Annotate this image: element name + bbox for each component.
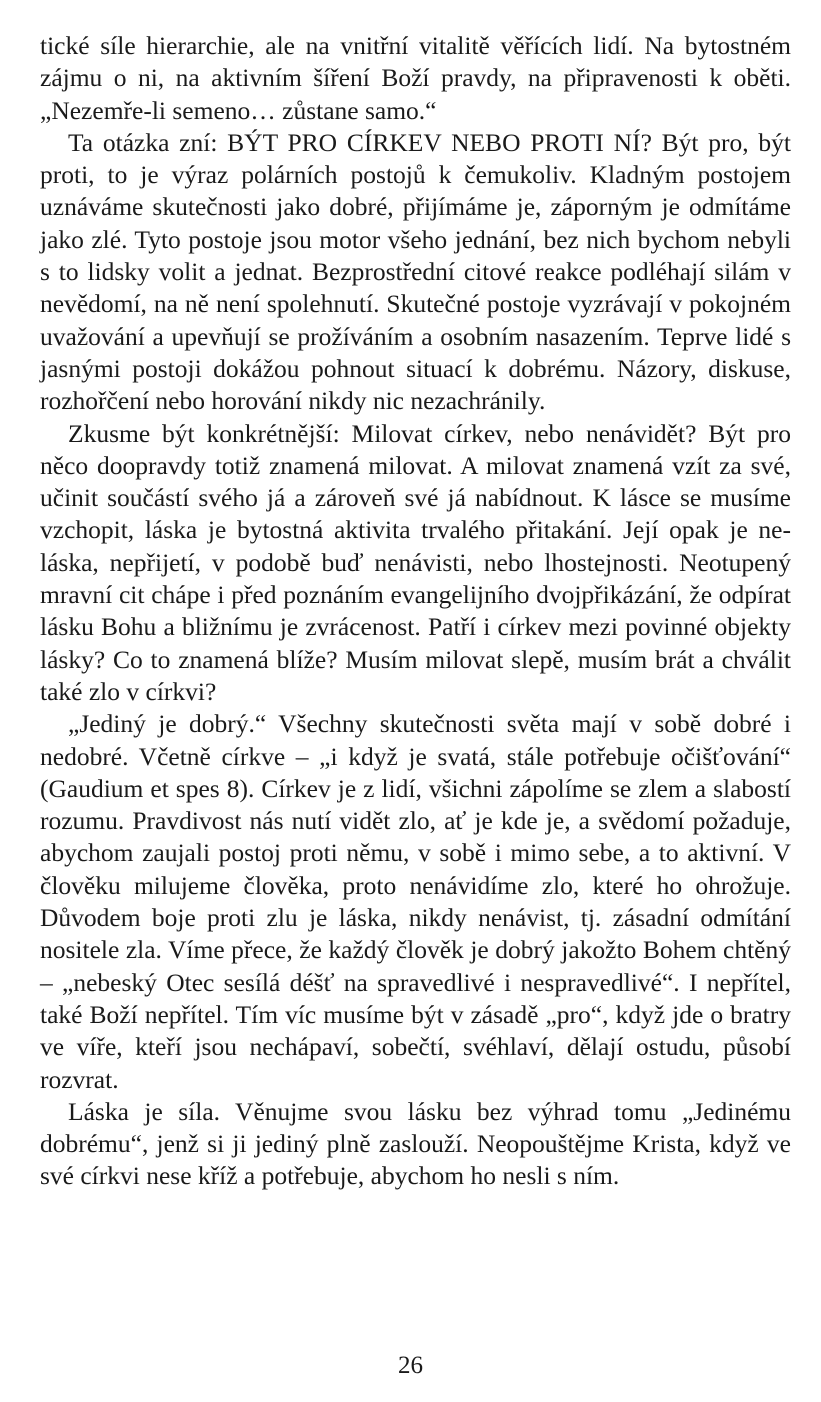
paragraph-5: Láska je síla. Věnujme svou lásku bez výhrad tomu „Jedinému dobrému“, jenž si ji jediný plně zaslouží. Neopouštějme Krista, když ve své církvi nese kříž a potřebuje, abychom ho nesli s ním. bbox=[40, 1096, 791, 1191]
paragraph-4: „Jediný je dobrý.“ Všechny skutečnosti světa mají v sobě dobré i nedobré. Včetně církve – „i když je svatá, stále potřebuje očišťování“ (Gaudium et spes 8). Církev je z lidí, všichni zápolíme se zlem a slabostí rozumu. Pravdivost nás nutí vidět zlo, ať je kde je, a svědomí požaduje, abychom zaujali postoj proti němu, v sobě i mimo sebe, a to aktivní. V člověku milujeme člověka, proto nenávidíme zlo, které ho ohrožuje. Důvodem boje proti zlu je láska, nikdy nenávist, tj. zásadní odmítání nositele zla. Víme přece, že každý člověk je dobrý jakožto Bohem chtěný – „nebeský Otec sesílá déšť na spravedlivé i nespravedlivé“. I nepřítel, také Boží nepřítel. Tím víc musíme být v zásadě „pro“, když jde o bratry ve víře, kteří jsou nechápaví, sobečtí, svéhlaví, dělají ostudu, působí rozvrat. bbox=[40, 709, 791, 1094]
page-text bbox=[40, 30, 791, 1193]
page-number: 26 bbox=[398, 1352, 423, 1379]
paragraph-3: Zkusme být konkrétnější: Milovat církev, nebo nenávidět? Být pro něco doopravdy totiž znamená milovat. A milovat znamená vzít za své, učinit součástí svého já a zároveň své já nabídnout. K lásce se musíme vzchopit, láska je bytostná aktivita trvalého přitakání. Její opak je ne-láska, nepřijetí, v podobě buď nenávisti, nebo lhostejnosti. Neotupený mravní cit chápe i před poznáním evangelijního dvojpřikázání, že odpírat lásku Bohu a bližnímu je zvrácenost. Patří i církev mezi povinné objekty lásky? Co to znamená blíže? Musím milovat slepě, musím brát a chválit také zlo v církvi? bbox=[40, 418, 791, 706]
paragraph-1: tické síle hierarchie, ale na vnitřní vitalitě věřících lidí. Na bytostném zájmu o ni, na aktivním šíření Boží pravdy, na připravenosti k oběti. „Nezemře-li semeno… zůstane samo.“ bbox=[40, 31, 791, 125]
paragraph-2: Ta otázka zní: BÝT PRO CÍRKEV NEBO PROTI NÍ? Být pro, být proti, to je výraz polárních postojů k čemukoliv. Kladným postojem uznáváme skutečnosti jako dobré, přijímáme je, záporným je odmítáme jako zlé. Tyto postoje jsou motor všeho jednání, bez nich bychom nebyli s to lidsky volit a jednat. Bezprostřední citové reakce podléhají silám v nevědomí, na ně není spolehnutí. Skutečné postoje vyzrávají v pokojném uvažování a upevňují se prožíváním a osobním nasazením. Teprve lidé s jasnými postoji dokážou pohnout situací k dobrému. Názory, diskuse, rozhořčení nebo horování nikdy nic nezachránily. bbox=[40, 127, 791, 416]
